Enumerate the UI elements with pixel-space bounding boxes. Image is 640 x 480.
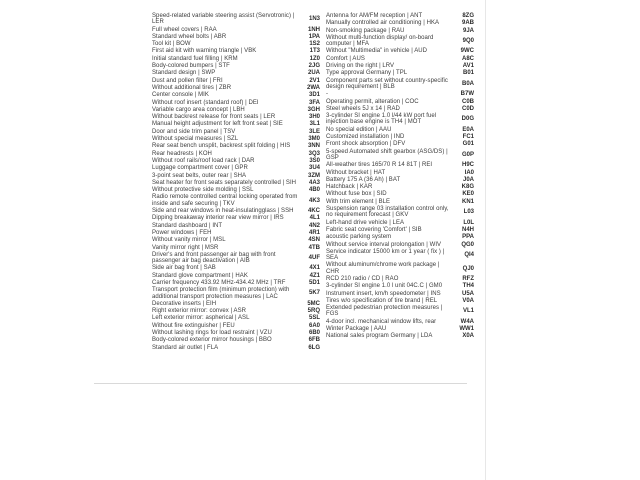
equipment-description: Side air bag front | SAB: [152, 265, 216, 272]
equipment-code: 3GH: [307, 106, 320, 113]
equipment-code: 3M0: [308, 136, 320, 143]
equipment-description: Without bracket | HAT: [326, 169, 386, 176]
equipment-code: D0G: [461, 116, 474, 123]
equipment-code: FC1: [462, 134, 474, 141]
equipment-row: [326, 28, 474, 34]
equipment-code: 4UF: [308, 254, 320, 261]
equipment-row: [152, 180, 320, 186]
equipment-description: Transport protection film (minimum protection) with additional transport protection measures | LAC: [152, 287, 290, 300]
equipment-code: 3ZM: [308, 172, 320, 179]
equipment-code: QG0: [461, 241, 474, 248]
equipment-code: 3S0: [309, 157, 320, 164]
equipment-row: [152, 173, 320, 179]
equipment-column-right: [326, 13, 474, 341]
equipment-row: [326, 149, 474, 162]
equipment-row: [326, 262, 474, 275]
equipment-code: U5A: [461, 290, 474, 297]
equipment-code: 9AB: [461, 20, 474, 27]
equipment-code: 3NN: [307, 143, 320, 150]
equipment-row: [326, 199, 474, 205]
equipment-code: 6A0: [308, 322, 320, 329]
equipment-description: Standard air outlet | FLA: [152, 344, 219, 351]
equipment-code: 1PA: [308, 33, 320, 40]
equipment-row: [326, 13, 474, 19]
equipment-description: Without roof rails/roof load rack | DAR: [152, 157, 255, 164]
equipment-row: [326, 333, 474, 339]
equipment-row: [152, 245, 320, 251]
equipment-description: Without roof insert (standard roof) | DEI: [152, 99, 259, 106]
equipment-row: [152, 114, 320, 120]
equipment-code: KN1: [461, 198, 474, 205]
equipment-code: 1S2: [309, 41, 320, 48]
equipment-code: PPA: [462, 234, 474, 241]
equipment-description: Customized installation | IND: [326, 134, 405, 141]
equipment-code: G0P: [461, 151, 474, 158]
equipment-description: Standard glove compartment | HAK: [152, 272, 248, 279]
equipment-description: Body-colored exterior mirror housings | BBO: [152, 337, 272, 344]
equipment-row: [326, 227, 474, 233]
equipment-row: [152, 330, 320, 336]
equipment-description: 3-cylinder SI engine 1.0 l/44 kW port fuel injection base engine is TH4 | MOT: [326, 113, 437, 126]
equipment-row: [152, 158, 320, 164]
equipment-description: 4-door incl. mechanical window lifts, rear: [326, 318, 437, 325]
equipment-code: L03: [463, 209, 474, 216]
equipment-code: WW1: [459, 326, 474, 333]
equipment-description: Vanity mirror right | MSR: [152, 244, 219, 251]
equipment-row: [152, 13, 320, 26]
equipment-description: Instrument insert, km/h speedometer | INS: [326, 290, 441, 297]
equipment-code: V0A: [462, 297, 474, 304]
equipment-row: [152, 151, 320, 157]
equipment-code: 8ZG: [462, 13, 474, 19]
equipment-code: H9C: [461, 162, 474, 169]
equipment-code: 9JA: [462, 27, 474, 34]
equipment-description: Without protective side molding | SSL: [152, 187, 254, 194]
equipment-row: [326, 134, 474, 140]
equipment-description: Left exterior mirror: aspherical | ASL: [152, 315, 250, 322]
equipment-code: 5D1: [308, 279, 320, 286]
equipment-code: 4TB: [308, 244, 320, 251]
equipment-code: 5RQ: [307, 308, 320, 315]
equipment-description: Tool kit | BOW: [152, 41, 191, 48]
equipment-code: 6B0: [308, 330, 320, 337]
equipment-row: [152, 252, 320, 265]
equipment-list: [152, 13, 474, 352]
equipment-row: [152, 78, 320, 84]
equipment-code: 4N2: [308, 222, 320, 229]
equipment-row: [326, 78, 474, 91]
equipment-description: Full wheel covers | RAA: [152, 26, 217, 33]
equipment-code: 1T3: [309, 48, 320, 55]
equipment-code: 3L1: [309, 121, 320, 128]
equipment-description: -: [326, 91, 329, 98]
equipment-description: Variable cargo area concept | LBH: [152, 106, 245, 113]
equipment-row: [326, 99, 474, 105]
equipment-row: [326, 220, 474, 226]
equipment-row: [326, 48, 474, 54]
equipment-row: [152, 323, 320, 329]
equipment-description: Manually controlled air conditioning | HKA: [326, 20, 440, 27]
equipment-description: All-weather tires 165/70 R 14 81T | REI: [326, 162, 433, 169]
equipment-description: Comfort | AUS: [326, 55, 365, 62]
equipment-description: Without service interval prolongation | WIV: [326, 241, 442, 248]
equipment-description: Driving on the right | LRV: [326, 63, 395, 70]
equipment-description: Dipping breakaway interior rear view mirror | IRS: [152, 215, 284, 222]
equipment-row: [326, 127, 474, 133]
equipment-row: [152, 194, 320, 207]
equipment-description: Without special measures | SZL: [152, 136, 239, 143]
equipment-description: No special edition | AAU: [326, 126, 392, 133]
equipment-code: 3D1: [308, 92, 320, 99]
equipment-column-left: [152, 13, 320, 352]
equipment-code: 4L1: [309, 215, 320, 222]
equipment-description: Speed-related variable steering assist (Servotronic) | LER: [152, 13, 295, 26]
equipment-row: [326, 162, 474, 168]
equipment-code: 1NH: [307, 26, 320, 33]
equipment-code: AV1: [462, 63, 474, 70]
equipment-code: TH4: [462, 283, 474, 290]
equipment-code: J0A: [462, 176, 474, 183]
equipment-description: Non-smoking package | RAU: [326, 27, 405, 34]
equipment-row: [152, 280, 320, 286]
equipment-row: [152, 63, 320, 69]
equipment-row: [152, 230, 320, 236]
equipment-row: [326, 319, 474, 325]
equipment-description: Tires w/o specification of tire brand | REL: [326, 297, 438, 304]
equipment-description: Fabric seat covering 'Comfort' | SIB: [326, 226, 422, 233]
equipment-description: Battery 175 A (36 Ah) | BAT: [326, 176, 401, 183]
equipment-code: KE0: [462, 191, 474, 198]
equipment-row: [326, 234, 474, 240]
equipment-description: 5-speed Automated shift gearbox (ASG/DS) | GSP: [326, 148, 448, 161]
equipment-row: [152, 129, 320, 135]
equipment-description: National sales program Germany | LDA: [326, 333, 433, 340]
equipment-code: A8C: [461, 55, 474, 62]
equipment-code: 4KC: [307, 208, 320, 215]
equipment-row: [152, 143, 320, 149]
equipment-description: Winter Package | AAU: [326, 326, 387, 333]
equipment-row: [152, 187, 320, 193]
equipment-row: [152, 265, 320, 271]
equipment-description: 3-cylinder SI engine 1.0 l unit 04C.C | GM0: [326, 283, 443, 290]
equipment-description: Rear seat bench unsplit, backrest split folding | HIS: [152, 143, 291, 150]
equipment-description: Suspension range 03 installation control only, no requirement forecast | GKV: [326, 206, 449, 219]
equipment-code: B7W: [460, 91, 474, 98]
equipment-row: [152, 121, 320, 127]
equipment-row: [152, 85, 320, 91]
equipment-row: [152, 107, 320, 113]
equipment-description: Body-colored bumpers | STF: [152, 63, 230, 70]
equipment-description: Rear headrests | KOH: [152, 150, 212, 157]
equipment-description: Without multi-function display/ on-board computer | MFA: [326, 34, 434, 48]
equipment-row: [152, 315, 320, 321]
equipment-row: [152, 215, 320, 221]
equipment-description: Standard dashboard | INT: [152, 222, 223, 229]
equipment-code: 3FA: [308, 99, 320, 106]
equipment-row: [152, 287, 320, 300]
equipment-code: 5K7: [308, 290, 320, 297]
equipment-description: Standard wheel bolts | ABR: [152, 33, 227, 40]
equipment-row: [326, 298, 474, 304]
equipment-description: Seat heater for front seats separately controlled | SIH: [152, 179, 297, 186]
equipment-code: QJ0: [462, 265, 474, 272]
equipment-code: 4SN: [308, 237, 320, 244]
equipment-description: Luggage compartment cover | GPR: [152, 165, 248, 172]
equipment-row: [326, 63, 474, 69]
equipment-row: [326, 191, 474, 197]
equipment-code: 2UA: [307, 70, 320, 77]
equipment-description: Without vanity mirror | MSL: [152, 237, 226, 244]
equipment-code: E0A: [462, 126, 474, 133]
equipment-row: [326, 249, 474, 262]
equipment-row: [326, 291, 474, 297]
equipment-code: X0A: [462, 333, 474, 340]
equipment-code: 9Q0: [462, 38, 474, 45]
equipment-code: W4A: [460, 318, 474, 325]
equipment-code: 5MC: [307, 300, 320, 307]
equipment-row: [152, 165, 320, 171]
equipment-code: 4K3: [308, 197, 320, 204]
equipment-code: RFZ: [462, 275, 474, 282]
equipment-code: VL1: [462, 308, 474, 315]
equipment-description: Radio remote controlled central locking operated from inside and safe securing | TKV: [152, 194, 298, 207]
equipment-description: Without fire extinguisher | FEU: [152, 322, 235, 329]
equipment-code: 9WC: [460, 48, 474, 55]
equipment-row: [152, 100, 320, 106]
equipment-row: [326, 35, 474, 48]
equipment-code: B01: [462, 70, 474, 77]
equipment-code: 2JG: [308, 63, 320, 70]
equipment-row: [152, 56, 320, 62]
equipment-description: Operating permit, alteration | COC: [326, 98, 419, 105]
equipment-code: K8G: [461, 184, 474, 191]
equipment-code: N4H: [461, 226, 474, 233]
equipment-code: G01: [462, 141, 474, 148]
equipment-description: With trim element | BLE: [326, 198, 391, 205]
equipment-row: [152, 41, 320, 47]
pane-right-border: [485, 0, 486, 480]
equipment-description: Right exterior mirror: convex | ASR: [152, 308, 247, 315]
equipment-code: 6FB: [308, 337, 320, 344]
equipment-row: [152, 34, 320, 40]
equipment-row: [326, 184, 474, 190]
equipment-code: B0A: [461, 80, 474, 87]
equipment-description: Without fuse box | SID: [326, 191, 387, 198]
equipment-code: IA0: [464, 169, 474, 176]
equipment-code: 4A3: [308, 179, 320, 186]
equipment-row: [326, 177, 474, 183]
equipment-code: 6LG: [308, 344, 320, 351]
equipment-description: Manual height adjustment for left front seat | SIE: [152, 121, 283, 128]
equipment-row: [326, 141, 474, 147]
equipment-description: Extended pedestrian protection measures | FGS: [326, 305, 443, 318]
equipment-row: [152, 27, 320, 33]
equipment-code: 4X1: [309, 265, 320, 272]
equipment-description: Antenna for AM/FM reception | ANT: [326, 13, 423, 19]
equipment-description: Driver's and front passenger air bag with front passenger air bag deactivation | AIB: [152, 251, 276, 265]
equipment-description: Power windows | FEH: [152, 229, 212, 236]
equipment-description: Service indicator 15000 km or 1 year ( fix ) | SEA: [326, 248, 445, 262]
equipment-code: C0B: [461, 98, 474, 105]
equipment-code: 3H0: [308, 114, 320, 121]
equipment-row: [152, 48, 320, 54]
equipment-description: Carrier frequency 433.92 MHz-434.42 MHz | TRF: [152, 279, 286, 286]
equipment-description: Decorative inserts | EIH: [152, 300, 217, 307]
equipment-row: [152, 345, 320, 351]
equipment-description: Front shock absorption | DFV: [326, 141, 406, 148]
equipment-row: [152, 70, 320, 76]
equipment-description: Initial standard fuel filling | KRM: [152, 55, 238, 62]
equipment-code: 3LE: [308, 128, 320, 135]
equipment-code: 4B0: [308, 187, 320, 194]
equipment-code: 1Z0: [309, 55, 320, 62]
equipment-description: First aid kit with warning triangle | VBK: [152, 48, 257, 55]
equipment-description: Door and side trim panel | TSV: [152, 128, 236, 135]
equipment-row: [326, 170, 474, 176]
equipment-description: Standard design | SWP: [152, 70, 216, 77]
equipment-row: [326, 20, 474, 26]
equipment-row: [326, 305, 474, 318]
equipment-description: RCD 210 radio / CD | RAO: [326, 275, 399, 282]
equipment-description: Left-hand drive vehicle | LEA: [326, 219, 405, 226]
equipment-row: [152, 273, 320, 279]
equipment-code: 4Z1: [309, 272, 320, 279]
equipment-code: 2V1: [309, 77, 320, 84]
equipment-description: Side and rear windows in heat-insulatingglass | SSH: [152, 208, 294, 215]
equipment-description: Component parts set without country-specific design requirement | BLB: [326, 77, 448, 90]
equipment-row: [152, 92, 320, 98]
equipment-row: [326, 242, 474, 248]
equipment-row: [326, 326, 474, 332]
equipment-description: Type approval Germany | TPL: [326, 70, 408, 77]
equipment-code: C0D: [461, 105, 474, 112]
equipment-row: [152, 208, 320, 214]
equipment-code: 5SL: [308, 315, 320, 322]
equipment-description: Steel wheels 5J x 14 | RAD: [326, 105, 400, 112]
bottom-divider: [94, 383, 467, 384]
equipment-code: 2WA: [306, 84, 320, 91]
equipment-code: L0L: [463, 219, 474, 226]
equipment-code: 3Q3: [308, 150, 320, 157]
equipment-row: [326, 283, 474, 289]
equipment-description: Without aluminum/chrome work package | CHR: [326, 262, 440, 275]
equipment-description: Without additional tires | ZBR: [152, 84, 232, 91]
equipment-row: [326, 206, 474, 219]
equipment-row: [326, 113, 474, 126]
equipment-description: acoustic parking system: [326, 234, 392, 241]
equipment-row: [152, 337, 320, 343]
equipment-description: Hatchback | KAR: [326, 184, 373, 191]
equipment-row: [326, 56, 474, 62]
equipment-row: [326, 70, 474, 76]
equipment-description: Without backrest release for front seats | LER: [152, 114, 276, 121]
equipment-code: 1N3: [308, 16, 320, 23]
equipment-description: 3-point seat belts, outer rear | SHA: [152, 172, 247, 179]
equipment-row: [152, 136, 320, 142]
equipment-row: [326, 91, 474, 97]
equipment-description: Without "Multimedia" in vehicle | AUD: [326, 48, 428, 55]
equipment-code: 3U4: [308, 165, 320, 172]
equipment-code: QI4: [464, 251, 474, 258]
equipment-code: 4R1: [308, 229, 320, 236]
equipment-row: [326, 276, 474, 282]
equipment-description: Without lashing rings for load restraint | VZU: [152, 330, 272, 337]
equipment-description: Dust and pollen filter | FRI: [152, 77, 223, 84]
equipment-row: [152, 223, 320, 229]
equipment-row: [152, 301, 320, 307]
equipment-row: [152, 237, 320, 243]
equipment-row: [326, 106, 474, 112]
equipment-row: [152, 308, 320, 314]
equipment-description: Center console | MIK: [152, 92, 209, 99]
